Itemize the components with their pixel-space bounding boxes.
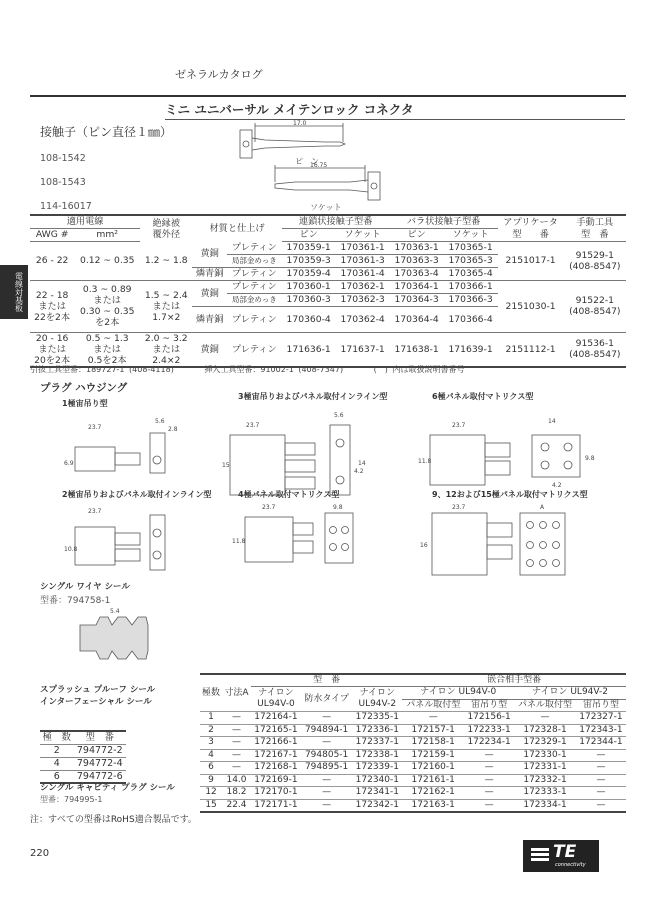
col-panel: パネル取付型 bbox=[406, 699, 461, 710]
splash-heading-1: スプラッシュ プルーフ シール bbox=[40, 685, 156, 695]
housing-table bbox=[200, 673, 626, 813]
socket-length: 16.75 bbox=[310, 162, 328, 169]
table-cell: 172170-1 bbox=[254, 787, 298, 798]
poles: 2 bbox=[40, 744, 74, 757]
part: 170365-4 bbox=[448, 268, 493, 279]
wire-seal-heading: シングル ワイヤ シール bbox=[40, 582, 130, 592]
pin-length: 17.0 bbox=[293, 120, 307, 127]
part: 170361-3 bbox=[336, 254, 390, 267]
dim-length: 23.7 bbox=[88, 424, 102, 431]
table-cell: — bbox=[322, 799, 332, 810]
table-cell: 18.2 bbox=[226, 787, 247, 798]
table-cell: — bbox=[596, 749, 606, 760]
col-socket: ソケット bbox=[336, 228, 390, 241]
part: 170363-1 bbox=[390, 241, 444, 254]
table-cell: 2 bbox=[208, 724, 214, 735]
dim-height: 16 bbox=[420, 542, 428, 549]
tool: 91522-1 (408-8547) bbox=[569, 295, 621, 317]
table-cell: 172335-1 bbox=[355, 712, 399, 723]
part: 794772-4 bbox=[74, 757, 126, 770]
dim-length: 23.7 bbox=[452, 504, 466, 511]
finish: プレティン bbox=[227, 280, 282, 293]
col-mm2: mm² bbox=[74, 228, 140, 241]
dim-width: 5.6 bbox=[155, 418, 165, 425]
part: 170366-3 bbox=[444, 293, 498, 306]
table-cell: 172331-1 bbox=[523, 762, 567, 773]
awg: 26 - 22 bbox=[35, 255, 69, 266]
material: 黄銅 bbox=[200, 343, 219, 355]
table-cell: 6 bbox=[208, 762, 214, 773]
col-wire: 適用電線 bbox=[30, 215, 140, 228]
seal-length: 5.4 bbox=[110, 608, 120, 615]
table-row bbox=[30, 280, 626, 293]
table-cell: — bbox=[322, 737, 332, 748]
te-logo bbox=[523, 840, 599, 872]
dim-width: 2.8 bbox=[168, 426, 178, 433]
table-row bbox=[40, 757, 126, 770]
table-row bbox=[30, 241, 626, 254]
col-mate-v0: ナイロン UL94V-0 bbox=[402, 687, 514, 700]
housing-drawings bbox=[0, 405, 650, 580]
table-cell: — bbox=[232, 749, 241, 760]
col-material: 材質と仕上げ bbox=[209, 223, 265, 234]
dim-width: 9.8 bbox=[333, 504, 343, 511]
table-cell: 794894-1 bbox=[304, 724, 349, 735]
table-cell: — bbox=[322, 787, 332, 798]
table-row bbox=[40, 744, 126, 757]
note: 挿入工具型番：91002-1 (408-7347) bbox=[204, 365, 344, 374]
table-cell: 172165-1 bbox=[254, 724, 298, 735]
table-cell: 172156-1 bbox=[467, 712, 511, 723]
part: 170360-3 bbox=[282, 293, 336, 306]
table-cell: 172337-1 bbox=[355, 737, 399, 748]
table-cell: — bbox=[232, 762, 241, 773]
part: 170366-4 bbox=[448, 313, 493, 325]
table-cell: 172166-1 bbox=[254, 737, 298, 748]
awg: 22 - 18 または 22を2本 bbox=[34, 289, 71, 323]
dim-length: 23.7 bbox=[246, 422, 260, 429]
col-socket: ソケット bbox=[444, 228, 498, 241]
col-awg: AWG # bbox=[30, 228, 74, 241]
finish: プレティン bbox=[231, 268, 277, 279]
housing-type-label: 1極宙吊り型 bbox=[62, 399, 108, 408]
table-cell: 4 bbox=[208, 749, 214, 760]
applicator: 2151017-1 bbox=[505, 255, 556, 266]
col-hanging: 宙吊り型 bbox=[582, 699, 619, 710]
col-tool: 手動工具 bbox=[576, 216, 614, 228]
part: 170364-4 bbox=[394, 313, 439, 325]
table-cell: 172163-1 bbox=[411, 799, 455, 810]
mm2: 0.3 ~ 0.89 または 0.30 ~ 0.35 を2本 bbox=[79, 284, 135, 328]
part: 170361-1 bbox=[336, 241, 390, 254]
table-cell: — bbox=[596, 787, 606, 798]
table-cell: 172169-1 bbox=[254, 774, 298, 785]
logo-subtext: connectivity bbox=[555, 862, 586, 868]
part: 170362-1 bbox=[336, 280, 390, 293]
part: 170366-1 bbox=[444, 280, 498, 293]
part: 170359-3 bbox=[282, 254, 336, 267]
dim-height: 6.9 bbox=[64, 460, 74, 467]
part: 170363-4 bbox=[394, 268, 439, 279]
table-cell: — bbox=[596, 774, 606, 785]
table-row bbox=[200, 712, 626, 725]
col-dim-a: 寸法A bbox=[224, 687, 249, 698]
part: 171639-1 bbox=[448, 343, 493, 355]
table-cell: 172157-1 bbox=[411, 724, 455, 735]
logo-text: TE bbox=[553, 842, 577, 862]
socket-label: ソケット bbox=[310, 203, 342, 212]
table-cell: — bbox=[484, 799, 494, 810]
side-tab[interactable]: 電線対基板 bbox=[0, 265, 28, 319]
table-row bbox=[200, 799, 626, 812]
col-bara: バラ状接触子型番 bbox=[390, 215, 498, 228]
tool-notes bbox=[30, 364, 490, 375]
table-cell: 22.4 bbox=[226, 799, 247, 810]
housing-type-label: 3極宙吊りおよびパネル取付インライン型 bbox=[238, 392, 388, 401]
part: 170361-4 bbox=[340, 268, 385, 279]
table-cell: 172327-1 bbox=[579, 712, 623, 723]
part: 170363-3 bbox=[390, 254, 444, 267]
table-cell: 172338-1 bbox=[355, 749, 399, 760]
material: 燐青銅 bbox=[192, 267, 227, 280]
dim-height: 14 bbox=[358, 460, 366, 467]
table-cell: — bbox=[322, 774, 332, 785]
table-cell: 172330-1 bbox=[523, 749, 567, 760]
table-cell: 172158-1 bbox=[411, 737, 455, 748]
col-mate: 嵌合相手型番 bbox=[402, 674, 626, 687]
finish: 局部金めっき bbox=[227, 254, 282, 267]
material: 黄銅 bbox=[200, 248, 219, 260]
dim-height: 10.8 bbox=[64, 546, 78, 553]
col-hanging: 宙吊り型 bbox=[471, 699, 508, 710]
table-cell: 172339-1 bbox=[355, 762, 399, 773]
col-pin: ピン bbox=[282, 228, 336, 241]
col-applicator: アプリケータ bbox=[503, 216, 558, 228]
table-cell: — bbox=[232, 737, 241, 748]
note: 引抜工具型番：189727-1 (408-4118) bbox=[30, 365, 174, 374]
housing-heading: プラグ ハウジング bbox=[40, 382, 128, 394]
dim-height: 9.8 bbox=[585, 455, 595, 462]
dim-a: A bbox=[540, 504, 545, 511]
awg: 20 - 16 または 20を2本 bbox=[34, 332, 71, 366]
table-cell: 12 bbox=[205, 787, 217, 798]
table-cell: — bbox=[484, 774, 494, 785]
table-cell: 172168-1 bbox=[254, 762, 298, 773]
mm2: 0.12 ~ 0.35 bbox=[79, 255, 135, 266]
col-applicator-sub: 型 番 bbox=[498, 228, 564, 241]
table-row bbox=[200, 762, 626, 775]
wire-seal-drawing bbox=[60, 605, 160, 670]
table-cell: 172340-1 bbox=[355, 774, 399, 785]
col-poles: 極 数 bbox=[42, 732, 72, 744]
table-cell: 172161-1 bbox=[411, 774, 455, 785]
applicator: 2151030-1 bbox=[505, 300, 556, 312]
table-row bbox=[200, 737, 626, 750]
col-waterproof: 防水タイプ bbox=[304, 693, 349, 704]
mm2: 0.5 ~ 1.3 または 0.5を2本 bbox=[85, 332, 129, 366]
finish: プレティン bbox=[231, 313, 277, 325]
finish: 局部金めっき bbox=[227, 293, 282, 306]
table-cell: 172342-1 bbox=[355, 799, 399, 810]
col-part: 型 番 bbox=[85, 732, 115, 744]
material: 燐青銅 bbox=[192, 306, 227, 332]
table-cell: 172159-1 bbox=[411, 749, 455, 760]
part-number: 114-16017 bbox=[40, 201, 92, 212]
tool: 91536-1 (408-8547) bbox=[569, 338, 621, 360]
col-mate-v2: ナイロン UL94V-2 bbox=[514, 687, 626, 700]
part-number: 108-1542 bbox=[40, 153, 86, 164]
table-cell: 172332-1 bbox=[523, 774, 567, 785]
table-cell: — bbox=[322, 712, 332, 723]
divider bbox=[30, 95, 626, 97]
table-cell: 1 bbox=[208, 712, 214, 723]
col-chain: 連鎖状接触子型番 bbox=[282, 215, 390, 228]
page-number: 220 bbox=[30, 848, 50, 859]
part: 794772-6 bbox=[74, 770, 126, 783]
finish: プレティン bbox=[227, 241, 282, 254]
table-row bbox=[200, 724, 626, 737]
table-cell: 172333-1 bbox=[523, 787, 567, 798]
col-tool-sub: 型 番 bbox=[564, 228, 626, 241]
housing-type-label: 4極パネル取付マトリクス型 bbox=[238, 490, 340, 499]
cavity-part: 型番：794995-1 bbox=[40, 795, 103, 804]
finish: プレティン bbox=[231, 343, 277, 355]
table-cell: 3 bbox=[208, 737, 214, 748]
part: 171637-1 bbox=[340, 343, 385, 355]
dim-length: 23.7 bbox=[452, 422, 466, 429]
table-row bbox=[200, 787, 626, 800]
poles: 6 bbox=[40, 770, 74, 783]
table-cell: — bbox=[484, 749, 494, 760]
dim-width: 5.6 bbox=[334, 412, 344, 419]
part: 170362-3 bbox=[336, 293, 390, 306]
part: 170359-4 bbox=[286, 268, 331, 279]
part: 170365-3 bbox=[444, 254, 498, 267]
table-row bbox=[200, 749, 626, 762]
table-cell: 172167-1 bbox=[254, 749, 298, 760]
wire-seal-part: 型番：794758-1 bbox=[40, 596, 111, 606]
table-cell: 172171-1 bbox=[254, 799, 298, 810]
table-cell: — bbox=[484, 762, 494, 773]
note: ( ) 内は取扱説明書番号 bbox=[373, 365, 465, 374]
dim-length: 23.7 bbox=[88, 508, 102, 515]
table-row bbox=[30, 332, 626, 367]
col-panel: パネル取付型 bbox=[518, 699, 573, 710]
part: 794772-2 bbox=[74, 744, 126, 757]
contact-drawing bbox=[235, 120, 395, 212]
dim-pitch: 4.2 bbox=[552, 482, 562, 489]
table-cell: — bbox=[232, 724, 241, 735]
housing-type-label: 9、12および15極パネル取付マトリクス型 bbox=[432, 490, 588, 499]
insulation: 2.0 ~ 3.2 または 2.4×2 bbox=[144, 332, 188, 366]
material: 黄銅 bbox=[200, 287, 219, 299]
col-nylon-v0: ナイロン UL94V-0 bbox=[257, 688, 295, 709]
part: 170364-1 bbox=[390, 280, 444, 293]
table-cell: 172160-1 bbox=[411, 762, 455, 773]
table-cell: 172328-1 bbox=[523, 724, 567, 735]
applicator: 2151112-1 bbox=[505, 343, 556, 355]
table-cell: — bbox=[428, 712, 438, 723]
table-cell: — bbox=[596, 799, 606, 810]
table-cell: 172341-1 bbox=[355, 787, 399, 798]
splash-heading-2: インターフェーシャル シール bbox=[40, 697, 152, 707]
part: 170360-1 bbox=[282, 280, 336, 293]
part: 170364-3 bbox=[390, 293, 444, 306]
table-cell: 172162-1 bbox=[411, 787, 455, 798]
dim-height: 11.8 bbox=[232, 538, 246, 545]
table-cell: 9 bbox=[208, 774, 214, 785]
table-cell: — bbox=[484, 787, 494, 798]
poles: 4 bbox=[40, 757, 74, 770]
table-cell: 15 bbox=[205, 799, 217, 810]
table-cell: 172343-1 bbox=[579, 724, 623, 735]
table-cell: 172233-1 bbox=[467, 724, 511, 735]
pin-label: ピ ン bbox=[295, 157, 319, 166]
contact-part-numbers bbox=[40, 141, 92, 225]
part: 170362-4 bbox=[340, 313, 385, 325]
catalog-label: ゼネラルカタログ bbox=[175, 68, 263, 81]
table-cell: 172164-1 bbox=[254, 712, 298, 723]
tool: 91529-1 (408-8547) bbox=[569, 249, 621, 272]
table-cell: 172329-1 bbox=[523, 737, 567, 748]
part-number: 108-1543 bbox=[40, 177, 86, 188]
housing-type-label: 6極パネル取付マトリクス型 bbox=[432, 392, 534, 401]
col-pin: ピン bbox=[390, 228, 444, 241]
part: 171638-1 bbox=[394, 343, 439, 355]
insulation: 1.5 ~ 2.4 または 1.7×2 bbox=[144, 289, 188, 323]
table-cell: — bbox=[540, 712, 550, 723]
table-cell: 172334-1 bbox=[523, 799, 567, 810]
col-nylon-v2: ナイロン UL94V-2 bbox=[358, 688, 397, 709]
table-cell: 14.0 bbox=[226, 774, 247, 785]
table-row bbox=[200, 774, 626, 787]
housing-type-label: 2極宙吊りおよびパネル取付インライン型 bbox=[62, 490, 212, 499]
part: 170359-1 bbox=[282, 241, 336, 254]
dim-height: 15 bbox=[222, 462, 230, 469]
cavity-heading: シングル キャビティ プラグ シール bbox=[40, 783, 175, 793]
table-cell: 172336-1 bbox=[355, 724, 399, 735]
page-title: ミニ ユニバーサル メイテンロック コネクタ bbox=[165, 100, 625, 120]
table-cell: 172234-1 bbox=[467, 737, 511, 748]
table-cell: 172344-1 bbox=[579, 737, 623, 748]
splash-seal-table bbox=[40, 730, 126, 784]
table-cell: 794805-1 bbox=[304, 749, 349, 760]
insulation: 1.2 ~ 1.8 bbox=[144, 254, 188, 266]
part: 171636-1 bbox=[286, 343, 331, 355]
contact-heading: 接触子（ピン直径１㎜） bbox=[40, 125, 173, 139]
col-type: 型 番 bbox=[251, 674, 402, 687]
table-cell: — bbox=[596, 762, 606, 773]
col-insulation: 絶縁被 覆外径 bbox=[152, 217, 181, 240]
splash-heading bbox=[40, 684, 155, 708]
dim-height: 11.8 bbox=[418, 458, 432, 465]
table-cell: — bbox=[232, 712, 241, 723]
dim-length: 23.7 bbox=[262, 504, 276, 511]
part: 170365-1 bbox=[444, 241, 498, 254]
contact-table bbox=[30, 214, 626, 368]
dim-width: 14 bbox=[548, 418, 556, 425]
part: 170360-4 bbox=[286, 313, 331, 325]
rohs-note: 注：すべての型番はRoHS適合製品です。 bbox=[30, 815, 197, 825]
col-poles: 極数 bbox=[202, 687, 221, 698]
table-cell: 794895-1 bbox=[304, 762, 349, 773]
dim-pitch: 4.2 bbox=[354, 468, 364, 475]
